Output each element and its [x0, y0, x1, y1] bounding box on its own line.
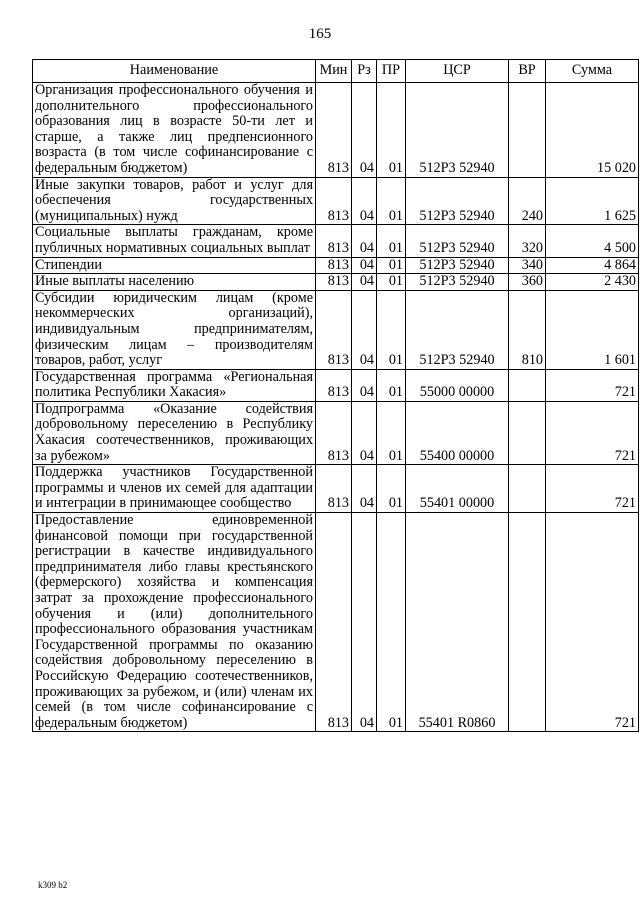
row-name: Поддержка участников Государственной программы и членов их семей для адаптации и интеграции в принимающее сообщество — [33, 465, 316, 513]
row-min: 813 — [316, 465, 352, 513]
table-row — [33, 401, 639, 464]
row-name: Организация профессионального обучения и дополнительного профессионального образования лиц в возрасте 50-ти лет и старше, а также лиц предпенсионного возраста (в том числе софинансирование с федеральным бюджетом) — [33, 83, 316, 178]
row-rz: 04 — [352, 465, 377, 513]
header-min: Мин — [316, 60, 352, 83]
row-pr: 01 — [377, 465, 406, 513]
row-pr: 01 — [377, 401, 406, 464]
row-csr: 512P3 52940 — [406, 290, 509, 369]
row-csr: 512P3 52940 — [406, 83, 509, 178]
row-pr: 01 — [377, 83, 406, 178]
row-csr: 512P3 52940 — [406, 257, 509, 274]
row-csr: 55400 00000 — [406, 401, 509, 464]
row-name: Социальные выплаты гражданам, кроме публичных нормативных социальных выплат — [33, 225, 316, 257]
row-pr: 01 — [377, 290, 406, 369]
row-rz: 04 — [352, 177, 377, 225]
header-pr: ПР — [377, 60, 406, 83]
row-sum: 721 — [546, 465, 639, 513]
row-pr: 01 — [377, 513, 406, 732]
row-rz: 04 — [352, 274, 377, 291]
row-vr — [509, 83, 546, 178]
row-min: 813 — [316, 83, 352, 178]
table-row — [33, 274, 639, 291]
table-row — [33, 369, 639, 401]
row-vr: 320 — [509, 225, 546, 257]
row-pr: 01 — [377, 274, 406, 291]
table-row — [33, 177, 639, 225]
row-vr: 360 — [509, 274, 546, 291]
row-name: Стипендии — [33, 257, 316, 274]
table-row — [33, 257, 639, 274]
row-pr: 01 — [377, 177, 406, 225]
row-name: Субсидии юридическим лицам (кроме некоммерческих организаций), индивидуальным предпринимателям, физическим лицам – производителям товаров, работ, услуг — [33, 290, 316, 369]
header-sum: Сумма — [546, 60, 639, 83]
row-name: Иные закупки товаров, работ и услуг для обеспечения государственных (муниципальных) нужд — [33, 177, 316, 225]
row-vr — [509, 401, 546, 464]
row-rz: 04 — [352, 257, 377, 274]
row-min: 813 — [316, 177, 352, 225]
header-csr: ЦСР — [406, 60, 509, 83]
row-min: 813 — [316, 513, 352, 732]
row-sum: 721 — [546, 401, 639, 464]
row-csr: 55401 R0860 — [406, 513, 509, 732]
row-sum: 1 625 — [546, 177, 639, 225]
header-name: Наименование — [33, 60, 316, 83]
row-rz: 04 — [352, 401, 377, 464]
row-rz: 04 — [352, 369, 377, 401]
row-sum: 721 — [546, 513, 639, 732]
row-pr: 01 — [377, 225, 406, 257]
table-row — [33, 290, 639, 369]
row-sum: 1 601 — [546, 290, 639, 369]
row-sum: 15 020 — [546, 83, 639, 178]
row-sum: 721 — [546, 369, 639, 401]
row-pr: 01 — [377, 369, 406, 401]
row-vr: 810 — [509, 290, 546, 369]
row-csr: 512P3 52940 — [406, 274, 509, 291]
row-name: Предоставление единовременной финансовой помощи при государственной регистрации в качестве индивидуального предпринимателя либо главы крестьянского (фермерского) хозяйства и компенсация затрат за прохождение профессионального обучения и (или) дополнительного профессионального образования участникам Государственной программы по оказанию содействия добровольному переселению в Российскую Федерацию соотечественников, проживающих за рубежом, и (или) членам их семей (в том числе софинансирование с федеральным бюджетом) — [33, 513, 316, 732]
row-csr: 512P3 52940 — [406, 225, 509, 257]
row-name: Подпрограмма «Оказание содействия добровольному переселению в Республику Хакасия соотечественников, проживающих за рубежом» — [33, 401, 316, 464]
row-min: 813 — [316, 369, 352, 401]
table-row — [33, 225, 639, 257]
row-sum: 4 500 — [546, 225, 639, 257]
budget-table — [32, 59, 639, 732]
row-csr: 512P3 52940 — [406, 177, 509, 225]
header-vr: ВР — [509, 60, 546, 83]
row-name: Государственная программа «Региональная политика Республики Хакасия» — [33, 369, 316, 401]
page-number: 165 — [308, 26, 332, 42]
row-csr: 55401 00000 — [406, 465, 509, 513]
table-header-row — [33, 60, 639, 83]
row-vr: 240 — [509, 177, 546, 225]
row-min: 813 — [316, 290, 352, 369]
table-row — [33, 513, 639, 732]
row-vr — [509, 465, 546, 513]
footer-code: k309 b2 — [38, 880, 68, 890]
table-row — [33, 83, 639, 178]
row-name: Иные выплаты населению — [33, 274, 316, 291]
row-min: 813 — [316, 274, 352, 291]
row-min: 813 — [316, 401, 352, 464]
row-min: 813 — [316, 225, 352, 257]
row-rz: 04 — [352, 513, 377, 732]
row-vr — [509, 369, 546, 401]
row-min: 813 — [316, 257, 352, 274]
row-sum: 2 430 — [546, 274, 639, 291]
row-vr — [509, 513, 546, 732]
row-rz: 04 — [352, 83, 377, 178]
header-rz: Рз — [352, 60, 377, 83]
row-rz: 04 — [352, 225, 377, 257]
row-sum: 4 864 — [546, 257, 639, 274]
row-csr: 55000 00000 — [406, 369, 509, 401]
row-pr: 01 — [377, 257, 406, 274]
row-vr: 340 — [509, 257, 546, 274]
table-row — [33, 465, 639, 513]
row-rz: 04 — [352, 290, 377, 369]
